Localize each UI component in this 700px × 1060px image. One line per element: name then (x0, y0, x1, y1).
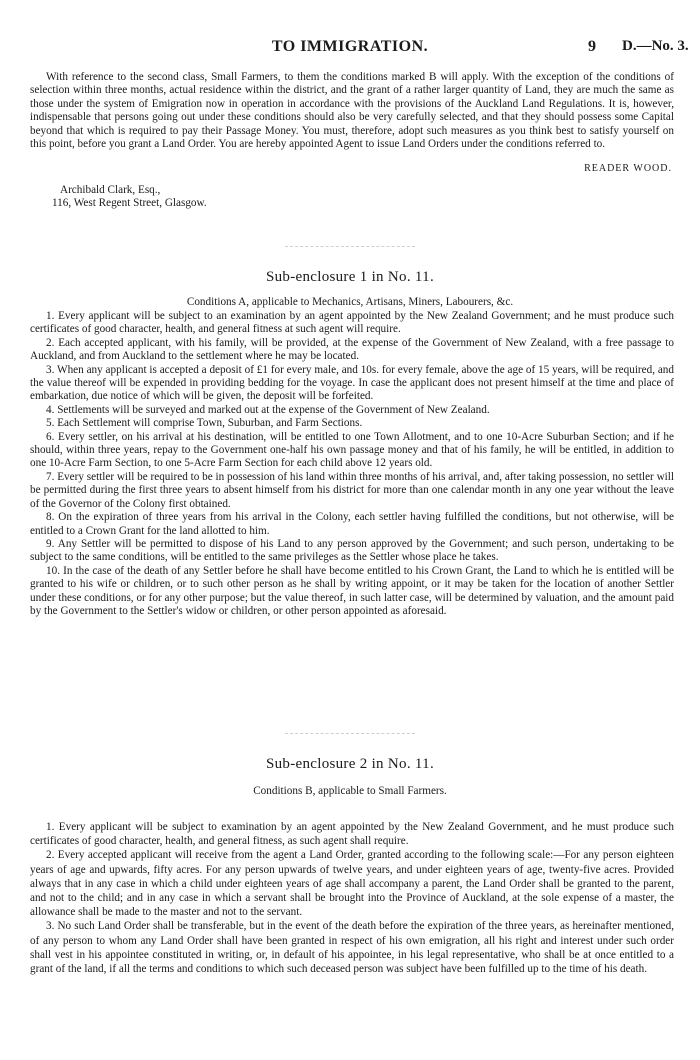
condition-item: 6. Every settler, on his arrival at his destination, will be entitled to one Town Allotment, and to one 10-Acre Suburban Section; and if he should, within three years, repay to the Government one-half his own passage money and that of his family, he will be entitled, in addition to one 10-Acre Farm Section, to one 5-Acre Farm Section for each child above 12 years old. (30, 430, 674, 470)
condition-item: 1. Every applicant will be subject to an examination by an agent appointed by the New Zealand Government; and he must produce such certificates of good character, health, and general fitness at such agent will require. (30, 310, 674, 336)
condition-item: 8. On the expiration of three years from his arrival in the Colony, each settler having fulfilled the conditions, but not otherwise, will be entitled to a Crown Grant for the land allotted to him. (30, 511, 674, 537)
condition-item: 5. Each Settlement will comprise Town, Suburban, and Farm Sections. (46, 417, 363, 430)
sub-enclosure-2-title: Sub-enclosure 2 in No. 11. (265, 756, 435, 772)
condition-item: 9. Any Settler will be permitted to dispose of his Land to any person approved by the Government; and such person, undertaking to be subject to the same conditions, will be entitled to the same privileges as the Settler whose place he takes. (30, 537, 674, 564)
condition-item: 10. In the case of the death of any Settler before he shall have become entitled to his Crown Grant, the Land to which he is entitled will be granted to his wife or children, or to such other person as he shall by writing appoint, or it may be taken for the location of another Settler under these conditions, or for any other purpose; but the value thereof, in such latter case, will be determined by valuation, and the amount paid by the Government to the Settler's widow or children, or other person appointed as aforesaid. (30, 564, 674, 617)
addressee-block (52, 184, 207, 211)
condition-item: 2. Every accepted applicant will receive from the agent a Land Order, granted according to the following scale:—For any person eighteen years of age and upwards, fifty acres. For any person upwards of twelve years, and under eighteen years of age, twenty-five acres. Provided always that in any case in which a child under eighteen years of age shall accompany a parent, the Land Order shall be granted to the parent, and not to the child; and in any case in which a servant shall be brought into the Province of Auckland, at the sole expense of a master, the allowance shall be made to the master and not to the servant. (30, 849, 674, 919)
condition-item: 1. Every applicant will be subject to examination by an agent appointed by the New Zealand Government, and he must produce such certificates of good character, health, and general fitness, as such agent shall require. (30, 821, 674, 848)
signature: READER WOOD. (584, 163, 672, 174)
condition-item: 2. Each accepted applicant, with his family, will be provided, at the expense of the Government of New Zealand, with a free passage to Auckland, and from Auckland to the settlement where he may be located. (30, 336, 674, 363)
conditions-b-heading: Conditions B, applicable to Small Farmers. (253, 785, 447, 797)
intro-paragraph: With reference to the second class, Small Farmers, to them the conditions marked B will apply. With the exception of the conditions of selection within three months, actual residence within the district, and the grant of a rather larger quantity of Land, they are much the same as those under the system of Emigration now in operation in accordance with the provisions of the Auckland Land Regulations. It is, however, indispensable that persons going out under these conditions should also be very carefully selected, and that they should possess some Capital beyond that which is required to pay their Passage Money. You must, therefore, adopt such measures as you think best to satisfy yourself on this point, before you grant a Land Order. You are hereby appointed Agent to issue Land Orders under the conditions referred to. (30, 71, 674, 151)
condition-item: 3. No such Land Order shall be transferable, but in the event of the death before the expiration of the three years, as hereinafter mentioned, of any person to whom any Land Order shall have been granted in respect of his own emigration, all his right and interest under such order shall vest in his appointee constituted in writing, or, in default of his appointee, in his legal representative, who shall be at once entitled to a grant of the land, if all the terms and conditions to which such deceased person was subject have been fulfilled up to the time of his death. (30, 920, 674, 976)
conditions-b-list (30, 820, 674, 976)
conditions-a-heading: Conditions A, applicable to Mechanics, Artisans, Miners, Labourers, &c. (186, 296, 514, 308)
condition-item: 4. Settlements will be surveyed and marked out at the expense of the Government of New Zealand. (46, 403, 490, 416)
sub-enclosure-1-title: Sub-enclosure 1 in No. 11. (265, 269, 435, 285)
intro-section (30, 71, 674, 151)
section-divider (285, 733, 415, 734)
running-title: TO IMMIGRATION. (271, 38, 429, 55)
addressee-street: 116, West Regent Street, Glasgow. (52, 197, 207, 210)
page-header (0, 38, 700, 60)
condition-item: 3. When any applicant is accepted a deposit of £1 for every male, and 10s. for every female, above the age of 15 years, will be required, and the value thereof will be expended in providing bedding for the voyage. In case the applicant does not present himself at the time and place of embarkation, due notice of which will be given, the deposit will be forfeited. (30, 363, 674, 403)
addressee-name: Archibald Clark, Esq., (60, 184, 161, 196)
page-number: 9 (588, 38, 596, 55)
conditions-a-list (30, 310, 674, 618)
document-reference: D.—No. 3. (622, 38, 689, 54)
condition-item: 7. Every settler will be required to be in possession of his land within three months of his arrival, and, after taking possession, no settler will be permitted during the first three years to absent himself from his district for more than one calendar month in any one year without the leave of the Governor of the Colony first obtained. (30, 470, 674, 510)
section-divider (285, 246, 415, 247)
